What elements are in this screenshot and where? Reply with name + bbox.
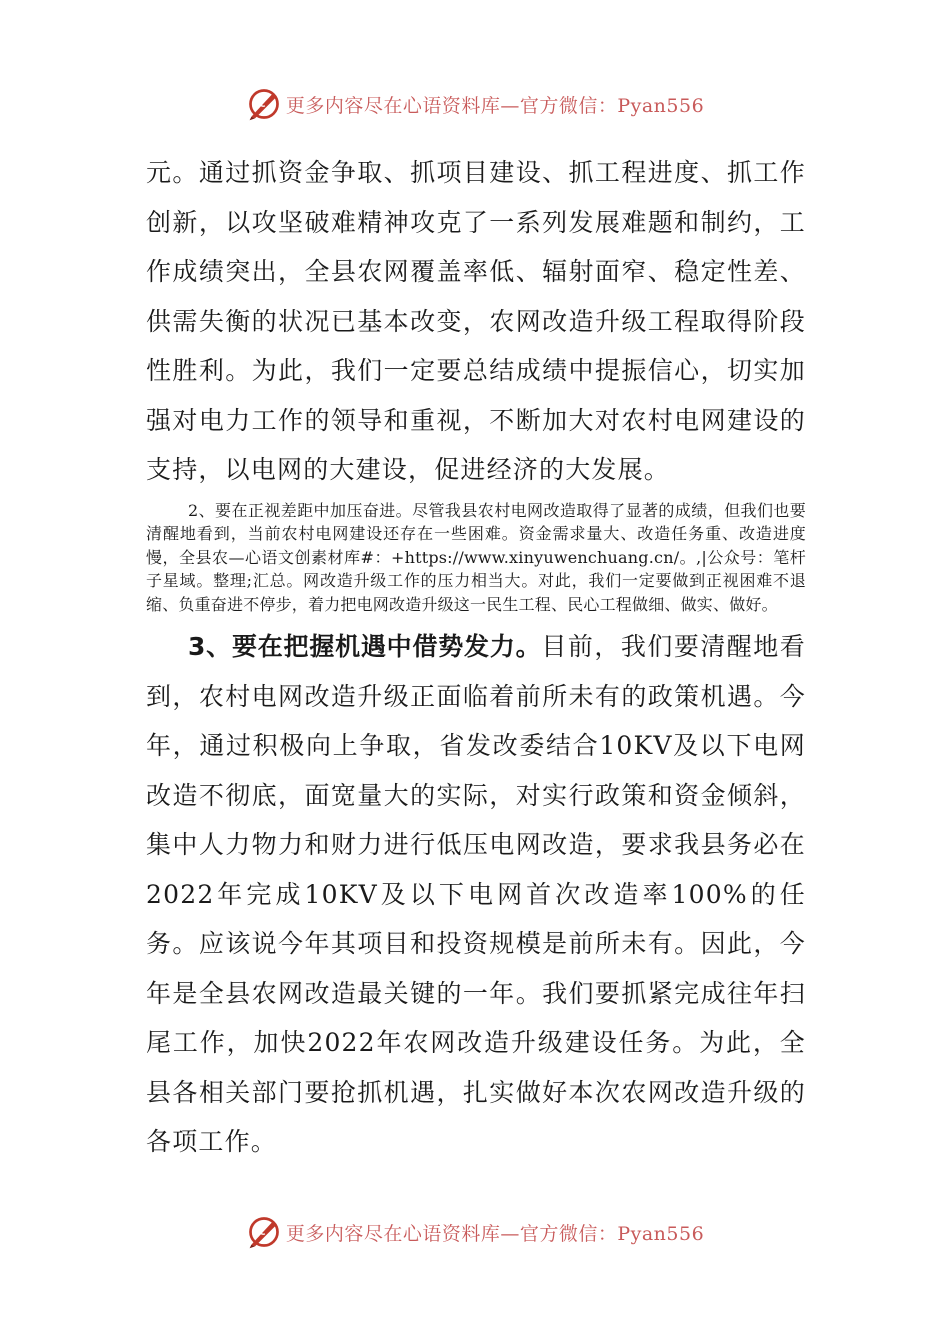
paragraph-3-heading: 3、要在把握机遇中借势发力。 <box>188 632 542 661</box>
header-banner-text: 更多内容尽在心语资料库—官方微信：Pyan556 <box>285 94 705 117</box>
paragraph-1: 元。通过抓资金争取、抓项目建设、抓工程进度、抓工作创新，以攻坚破难精神攻克了一系列发展难题和制约，工作成绩突出，全县农网覆盖率低、辐射面窄、稳定性差、供需失衡的状况已基本改变，农网改造升级工程取得阶段性胜利。为此，我们一定要总结成绩中提振信心，切实加强对电力工作的领导和重视，不断加大对农村电网建设的支持，以电网的大建设，促进经济的大发展。 <box>146 158 806 484</box>
document-body <box>146 148 806 1167</box>
paragraph-2: 2、要在正视差距中加压奋进。尽管我县农村电网改造取得了显著的成绩，但我们也要清醒地看到，当前农村电网建设还存在一些困难。资金需求量大、改造任务重、改造进度慢，全县农—心语文创素材库#：+https://www.xinyuwenchuang.cn/。,|公众号：笔杆子星域。整理;汇总。网改造升级工作的压力相当大。对此，我们一定要做到正视困难不退缩、负重奋进不停步，着力把电网改造升级这一民生工程、民心工程做细、做实、做好。 <box>146 500 806 614</box>
paragraph-3-body: 目前，我们要清醒地看到，农村电网改造升级正面临着前所未有的政策机遇。今年，通过积极向上争取，省发改委结合10KV及以下电网改造不彻底，面宽量大的实际，对实行政策和资金倾斜，集中人力物力和财力进行低压电网改造，要求我县务必在2022年完成10KV及以下电网首次改造率100%的任务。应该说今年其项目和投资规模是前所未有。因此，今年是全县农网改造最关键的一年。我们要抓紧完成往年扫尾工作，加快2022年农网改造升级建设任务。为此，全县各相关部门要抢抓机遇，扎实做好本次农网改造升级的各项工作。 <box>146 632 806 1156</box>
footer-banner <box>0 1212 950 1252</box>
paragraph-3 <box>146 622 806 1167</box>
footer-banner-text: 更多内容尽在心语资料库—官方微信：Pyan556 <box>285 1222 705 1245</box>
pen-logo-icon <box>246 1214 282 1250</box>
header-banner <box>0 84 950 124</box>
pen-logo-icon <box>246 86 282 122</box>
